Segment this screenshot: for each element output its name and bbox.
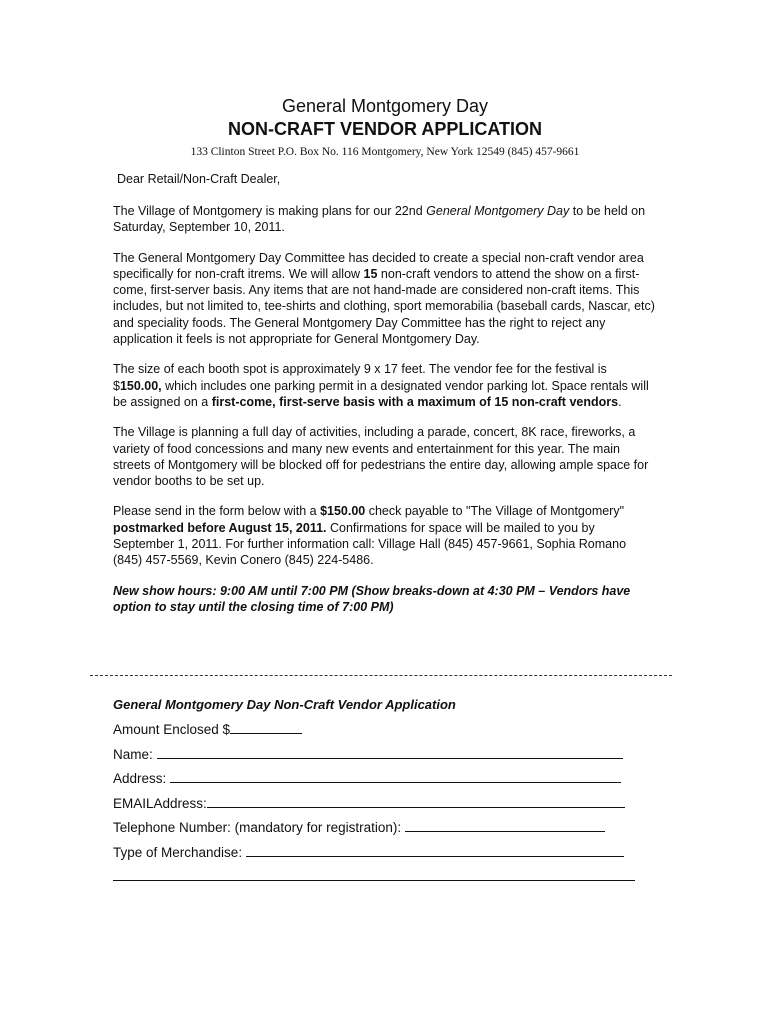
merchandise-extra-row <box>113 865 653 890</box>
name-field[interactable] <box>157 744 623 759</box>
amount-enclosed-field[interactable] <box>230 719 302 734</box>
merchandise-field[interactable] <box>246 842 624 857</box>
paragraph-booth-fee: The size of each booth spot is approximately 9 x 17 feet. The vendor fee for the festival is $150.00, which includes one parking permit in a designated vendor parking lot. Space rentals will be assigned on a first-come, first-serve basis with a maximum of 15 non-craft vendors. <box>113 362 649 409</box>
merchandise-row <box>113 841 653 866</box>
salutation: Dear Retail/Non-Craft Dealer, <box>117 172 281 186</box>
form-title: General Montgomery Day Non-Craft Vendor Application <box>113 697 456 712</box>
paragraph-payment: Please send in the form below with a $150.00 check payable to "The Village of Montgomery" postmarked before August 15, 2011. Confirmations for space will be mailed to you by September 1, 2011. For further information call: Village Hall (845) 457-9661, Sophia Romano (845) 457-5569, Kevin Conero (845) 224-5486. <box>113 504 627 568</box>
address-row <box>113 767 653 792</box>
amount-enclosed-row <box>113 718 653 743</box>
merchandise-label: Type of Merchandise: <box>113 844 246 860</box>
document-header <box>0 95 770 161</box>
paragraph-show-hours: New show hours: 9:00 AM until 7:00 PM (Show breaks-down at 4:30 PM – Vendors have option to stay until the closing time of 7:00 PM) <box>113 583 631 614</box>
email-row <box>113 792 653 817</box>
address-label: Address: <box>113 771 171 786</box>
email-field[interactable] <box>207 793 625 808</box>
name-row <box>113 743 653 768</box>
letter-body <box>113 203 658 629</box>
organization-address: 133 Clinton Street P.O. Box No. 116 Montgomery, New York 12549 (845) 457-9661 <box>190 146 580 158</box>
name-label: Name: <box>113 746 157 762</box>
telephone-row <box>113 816 653 841</box>
merchandise-extra-field[interactable] <box>113 866 635 881</box>
application-title: NON-CRAFT VENDOR APPLICATION <box>228 119 542 139</box>
email-label: EMAILAddress: <box>113 795 207 811</box>
amount-enclosed-label: Amount Enclosed $ <box>113 722 231 737</box>
cut-line-divider <box>90 675 672 676</box>
telephone-field[interactable] <box>405 817 605 832</box>
vendor-application-form <box>113 697 653 890</box>
event-title: General Montgomery Day <box>281 96 489 116</box>
telephone-label: Telephone Number: (mandatory for registration): <box>113 820 405 835</box>
paragraph-activities: The Village is planning a full day of activities, including a parade, concert, 8K race, fireworks, a variety of food concessions and many new events and entertainment for this year. The main streets of Montgomery will be blocked off for pedestrians the entire day, allowing ample space for vendor booths to be set up. <box>113 425 649 489</box>
paragraph-committee: The General Montgomery Day Committee has decided to create a special non-craft vendor area specifically for non-craft itrems. We will allow 15 non-craft vendors to attend the show on a first-come, first-server basis. Any items that are not hand-made are considered non-craft items. This includes, but not limited to, tee-shirts and clothing, sport memorabilia (baseball cards, Nascar, etc) and speciality foods. The General Montgomery Day Committee has the right to reject any application it feels is not appropriate for General Montgomery Day. <box>113 250 655 347</box>
paragraph-intro: The Village of Montgomery is making plans for our 22nd General Montgomery Day to be held on Saturday, September 10, 2011. <box>113 204 646 235</box>
address-field[interactable] <box>170 768 621 783</box>
